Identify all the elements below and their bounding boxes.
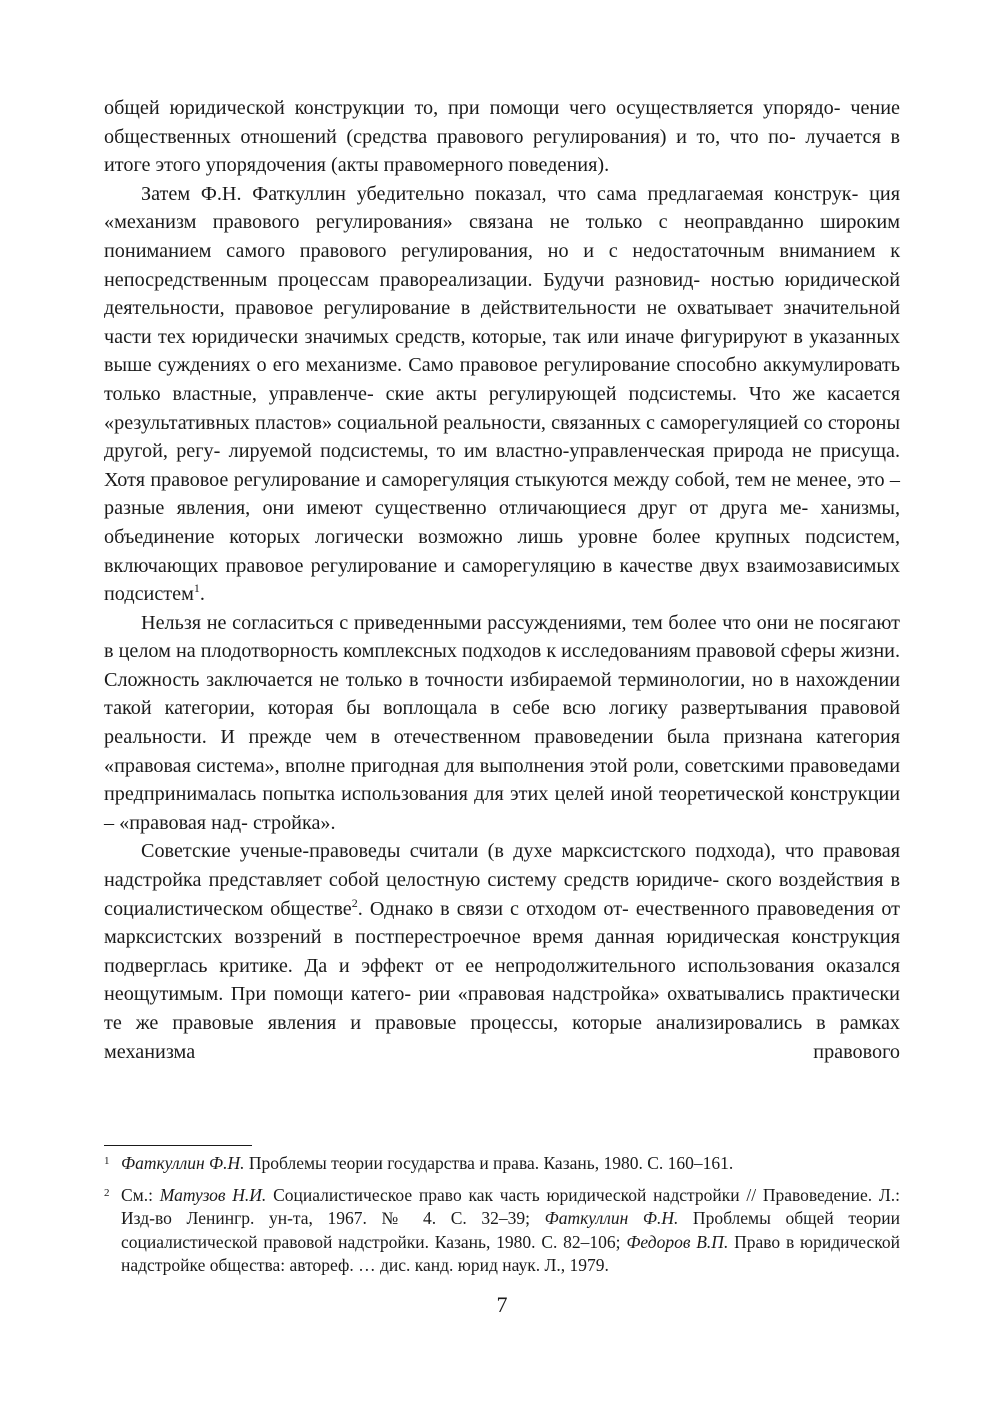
footnote-author: Фаткуллин Ф.Н. <box>121 1153 245 1173</box>
footnote-number: 1 <box>104 1155 110 1167</box>
footnote-ref-1[interactable]: 1 <box>193 581 200 596</box>
footnote-1: 1 Фаткуллин Ф.Н. Проблемы теории государства и права. Казань, 1980. С. 160–161. <box>104 1152 900 1176</box>
page-number: 7 <box>496 1292 508 1317</box>
footnote-ref-2[interactable]: 2 <box>351 895 358 910</box>
footnotes <box>104 1152 900 1286</box>
footnote-2: 2 См.: Матузов Н.И. Социалистическое право как часть юридической надстройки // Правоведение. Л.: Изд-во Ленингр. ун-та, 1967. № 4. С. 32–39; Фаткуллин Ф.Н. Проблемы общей теории социалистической правовой надстройки. Казань, 1980. С. 82–106; Федоров В.П. Право в юридической надстройке общества: автореф. … дис. канд. юрид наук. Л., 1979. <box>104 1184 900 1278</box>
paragraph-1: общей юридической конструкции то, при помощи чего осуществляется упорядо- чение общественных отношений (средства правового регулирования) и то, что по- лучается в итоге этого упорядочения (акты правомерного поведения). <box>104 97 901 177</box>
paragraph-4: Советские ученые-правоведы считали (в духе марксистского подхода), что правовая надстройка представляет собой целостную систему средств юридиче- ского воздействия в социалистическом обществе$^2$. Однако в связи с отходом от- ечественного правоведения от марксистских воззрений в постперестроечное время данная юридическая конструкция подверглась критике. Да и эффект от ее непродолжительного использования оказался неощутимым. При помощи катего- рии «правовая надстройка» охватывались практически те же правовые явления и правовые процессы, которые анализировались в рамках механизма правового <box>104 840 901 1063</box>
footnote-number: 2 <box>104 1186 110 1199</box>
footnote-separator <box>104 1145 252 1146</box>
paragraph-3: Нельзя не согласиться с приведенными рассуждениями, тем более что они не посягают в целом на плодотворность комплексных подходов к исследованиям правовой сферы жизни. Сложность заключается не только в точности избираемой терминологии, но в нахождении такой категории, которая бы воплощала в себе всю логику развертывания правовой реальности. И прежде чем в отечественном правоведении была признана категория «правовая система», вполне пригодная для выполнения этой роли, советскими правоведами предпринималась попытка использования для этих целей иной теоретической конструкции – «правовая над- стройка». <box>104 611 901 834</box>
footnote-author: Матузов Н.И. <box>159 1184 267 1205</box>
body-text <box>104 94 900 1066</box>
footnote-author: Федоров В.П. <box>626 1231 729 1252</box>
footnote-author: Фаткуллин Ф.Н. <box>544 1208 679 1228</box>
paragraph-2: Затем Ф.Н. Фаткуллин убедительно показал, что сама предлагаемая конструк- ция «механизм правового регулирования» связана не только с неоправданно широким пониманием самого правового регулирования, но и с недостаточным вниманием к непосредственным процессам правореализации. Будучи разновид- ностью юридической деятельности, правовое регулирование в действительности не охватывает значительной части тех юридически значимых средств, которые, так или иначе фигурируют в указанных выше суждениях о его механизме. Само правовое регулирование способно аккумулировать только властные, управленче- ские акты регулирующей подсистемы. Что же касается «результативных пластов» социальной реальности, связанных с саморегуляцией со стороны другой, регу- лируемой подсистемы, то им властно-управленческая природа не присуща. Хотя правовое регулирование и саморегуляция стыкуются между собой, тем не менее, это – разные явления, они имеют существенно отличающиеся друг от друга ме- ханизмы, объединение которых логически возможно лишь уровне более крупных подсистем, включающих правовое регулирование и саморегуляцию в качестве двух взаимозависимых подсистем$^1$. <box>104 182 901 606</box>
